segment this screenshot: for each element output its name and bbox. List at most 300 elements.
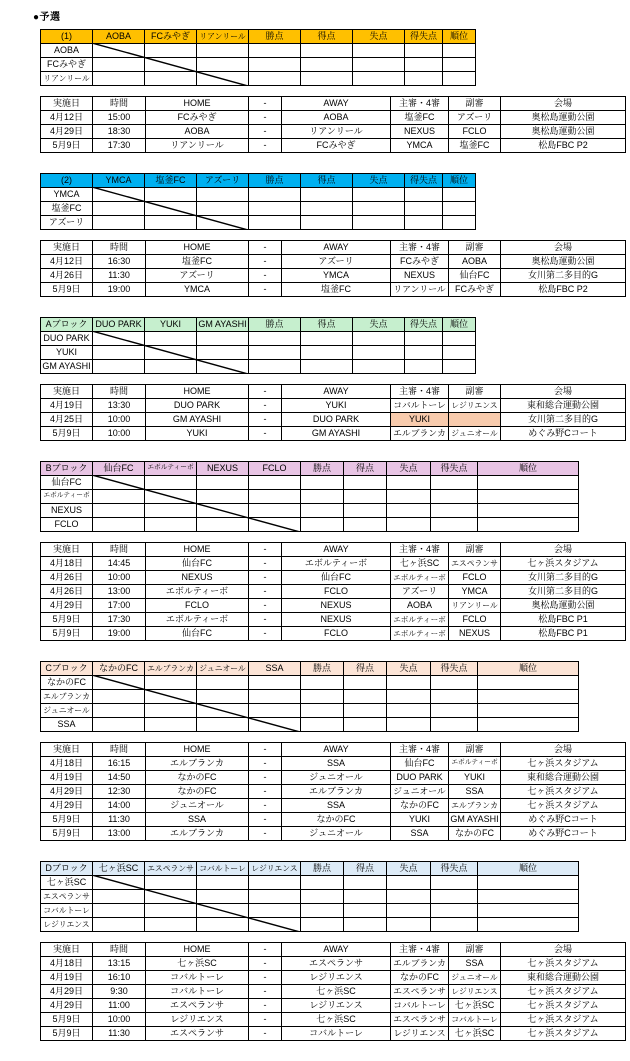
vs-dash-cell: -: [249, 757, 282, 771]
schedule-row: [41, 827, 626, 841]
team-name-cell: エルブランカ: [41, 690, 93, 704]
schedule-header-cell: 主審・4審: [391, 743, 449, 757]
referee-cell: なかのFC: [391, 799, 449, 813]
vs-dash-cell: -: [249, 427, 282, 441]
empty-score-cell: [301, 346, 353, 360]
empty-score-cell: [145, 360, 197, 374]
empty-score-cell: [478, 518, 579, 532]
away-team-cell: なかのFC: [282, 813, 391, 827]
referee-cell: レジリエンス: [391, 1027, 449, 1041]
empty-score-cell: [249, 188, 301, 202]
vs-dash-cell: -: [249, 283, 282, 297]
empty-score-cell: [431, 676, 478, 690]
team-name-cell: SSA: [41, 718, 93, 732]
assistant-referee-cell: YUKI: [449, 771, 501, 785]
empty-score-cell: [478, 704, 579, 718]
schedule-header-cell: HOME: [146, 241, 249, 255]
matrix-row: [41, 72, 476, 86]
empty-score-cell: [93, 704, 145, 718]
time-cell: 18:30: [93, 125, 146, 139]
home-team-cell: 仙台FC: [146, 557, 249, 571]
referee-cell: SSA: [391, 827, 449, 841]
time-cell: 13:30: [93, 399, 146, 413]
empty-score-cell: [431, 718, 478, 732]
empty-score-cell: [197, 518, 249, 532]
matrix-header-row: [41, 462, 579, 476]
matrix-row: [41, 332, 476, 346]
matrix-stat-header-cell: 得点: [344, 862, 387, 876]
empty-score-cell: [249, 718, 301, 732]
empty-score-cell: [301, 876, 344, 890]
home-team-cell: リアンリール: [146, 139, 249, 153]
empty-score-cell: [344, 704, 387, 718]
matrix-header-row: [41, 662, 579, 676]
vs-dash-cell: -: [249, 125, 282, 139]
home-team-cell: 七ヶ浜SC: [146, 957, 249, 971]
empty-score-cell: [93, 876, 145, 890]
empty-score-cell: [478, 690, 579, 704]
matrix-row: [41, 504, 579, 518]
empty-score-cell: [405, 216, 443, 230]
schedule-header-cell: 副審: [449, 943, 501, 957]
schedule-row: [41, 999, 626, 1013]
empty-score-cell: [405, 202, 443, 216]
empty-score-cell: [145, 718, 197, 732]
time-cell: 10:00: [93, 1013, 146, 1027]
empty-score-cell: [249, 58, 301, 72]
time-cell: 13:15: [93, 957, 146, 971]
venue-cell: 七ヶ浜スタジアム: [501, 1013, 626, 1027]
empty-score-cell: [405, 58, 443, 72]
empty-score-cell: [93, 904, 145, 918]
schedule-row: [41, 427, 626, 441]
schedule-header-cell: AWAY: [282, 97, 391, 111]
time-cell: 11:00: [93, 999, 146, 1013]
empty-score-cell: [93, 718, 145, 732]
matrix-stat-header-cell: 勝点: [249, 30, 301, 44]
referee-cell: エボルティーボ: [391, 613, 449, 627]
empty-score-cell: [249, 44, 301, 58]
team-name-cell: 仙台FC: [41, 476, 93, 490]
matrix-row: [41, 690, 579, 704]
empty-score-cell: [478, 718, 579, 732]
empty-score-cell: [353, 44, 405, 58]
empty-score-cell: [93, 490, 145, 504]
vs-dash-cell: -: [249, 785, 282, 799]
home-team-cell: FCLO: [146, 599, 249, 613]
schedule-table-1: [40, 96, 626, 153]
standings-matrix-B: [40, 461, 579, 532]
date-cell: 5月9日: [41, 427, 93, 441]
schedule-header-row: [41, 543, 626, 557]
empty-score-cell: [301, 718, 344, 732]
referee-cell: FCみやぎ: [391, 255, 449, 269]
schedule-header-cell: HOME: [146, 943, 249, 957]
schedule-header-cell: AWAY: [282, 543, 391, 557]
empty-score-cell: [344, 690, 387, 704]
schedule-header-cell: AWAY: [282, 743, 391, 757]
time-cell: 14:45: [93, 557, 146, 571]
schedule-row: [41, 571, 626, 585]
away-team-cell: コバルトーレ: [282, 1027, 391, 1041]
empty-score-cell: [478, 890, 579, 904]
away-team-cell: FCみやぎ: [282, 139, 391, 153]
empty-score-cell: [387, 876, 431, 890]
empty-score-cell: [353, 346, 405, 360]
matrix-stat-header-cell: 勝点: [301, 862, 344, 876]
matrix-stat-header-cell: 順位: [478, 462, 579, 476]
empty-score-cell: [249, 904, 301, 918]
schedule-header-cell: 実施日: [41, 743, 93, 757]
matrix-row: [41, 876, 579, 890]
schedule-row: [41, 255, 626, 269]
empty-score-cell: [249, 518, 301, 532]
assistant-referee-cell: GM AYASHI: [449, 813, 501, 827]
time-cell: 17:30: [93, 139, 146, 153]
empty-score-cell: [301, 360, 353, 374]
schedule-header-cell: AWAY: [282, 943, 391, 957]
team-name-cell: コバルトーレ: [41, 904, 93, 918]
matrix-row: [41, 346, 476, 360]
schedule-header-cell: 主審・4審: [391, 241, 449, 255]
referee-cell: YUKI: [391, 413, 449, 427]
schedule-row: [41, 599, 626, 613]
team-name-cell: エスペランサ: [41, 890, 93, 904]
referee-cell: エスペランサ: [391, 985, 449, 999]
home-team-cell: GM AYASHI: [146, 413, 249, 427]
matrix-team-header-cell: コバルトーレ: [197, 862, 249, 876]
schedule-header-cell: 時間: [93, 543, 146, 557]
referee-cell: 塩釜FC: [391, 111, 449, 125]
empty-score-cell: [93, 918, 145, 932]
time-cell: 16:10: [93, 971, 146, 985]
schedule-header-cell: 時間: [93, 385, 146, 399]
matrix-stat-header-cell: 順位: [478, 662, 579, 676]
matrix-stat-header-cell: 失点: [387, 662, 431, 676]
schedule-header-cell: 会場: [501, 97, 626, 111]
schedule-row: [41, 125, 626, 139]
empty-score-cell: [387, 518, 431, 532]
date-cell: 5月9日: [41, 283, 93, 297]
empty-score-cell: [387, 890, 431, 904]
vs-dash-cell: -: [249, 627, 282, 641]
venue-cell: 松島FBC P2: [501, 139, 626, 153]
date-cell: 4月25日: [41, 413, 93, 427]
matrix-row: [41, 360, 476, 374]
matrix-team-header-cell: FCみやぎ: [145, 30, 197, 44]
schedule-header-cell: 会場: [501, 543, 626, 557]
empty-score-cell: [249, 72, 301, 86]
away-team-cell: 塩釜FC: [282, 283, 391, 297]
empty-score-cell: [249, 332, 301, 346]
schedule-row: [41, 971, 626, 985]
home-team-cell: アズーリ: [146, 269, 249, 283]
matrix-header-row: [41, 862, 579, 876]
assistant-referee-cell: レジリエンス: [449, 985, 501, 999]
assistant-referee-cell: エスペランサ: [449, 557, 501, 571]
empty-score-cell: [145, 904, 197, 918]
matrix-stat-header-cell: 勝点: [249, 318, 301, 332]
empty-score-cell: [353, 216, 405, 230]
venue-cell: 奥松島運動公園: [501, 255, 626, 269]
schedule-row: [41, 757, 626, 771]
schedule-row: [41, 1027, 626, 1041]
empty-score-cell: [431, 518, 478, 532]
empty-score-cell: [197, 876, 249, 890]
empty-score-cell: [145, 346, 197, 360]
matrix-row: [41, 718, 579, 732]
empty-score-cell: [197, 676, 249, 690]
empty-score-cell: [353, 360, 405, 374]
empty-score-cell: [443, 72, 476, 86]
empty-score-cell: [301, 704, 344, 718]
schedule-header-cell: 実施日: [41, 385, 93, 399]
schedule-table-C: [40, 742, 626, 841]
schedule-table-2: [40, 240, 626, 297]
matrix-team-header-cell: レジリエンス: [249, 862, 301, 876]
venue-cell: 七ヶ浜スタジアム: [501, 785, 626, 799]
time-cell: 12:30: [93, 785, 146, 799]
empty-score-cell: [197, 44, 249, 58]
schedule-header-cell: 時間: [93, 943, 146, 957]
matrix-row: [41, 188, 476, 202]
matrix-header-row: [41, 174, 476, 188]
matrix-stat-header-cell: 得点: [301, 174, 353, 188]
matrix-stat-header-cell: 順位: [443, 174, 476, 188]
empty-score-cell: [387, 676, 431, 690]
matrix-team-header-cell: なかのFC: [93, 662, 145, 676]
home-team-cell: 仙台FC: [146, 627, 249, 641]
assistant-referee-cell: コバルトーレ: [449, 1013, 501, 1027]
matrix-team-header-cell: SSA: [249, 662, 301, 676]
venue-cell: 七ヶ浜スタジアム: [501, 957, 626, 971]
empty-score-cell: [249, 676, 301, 690]
schedule-row: [41, 613, 626, 627]
empty-score-cell: [405, 188, 443, 202]
date-cell: 4月19日: [41, 971, 93, 985]
empty-score-cell: [344, 904, 387, 918]
schedule-header-cell: 副審: [449, 241, 501, 255]
schedule-row: [41, 269, 626, 283]
assistant-referee-cell: NEXUS: [449, 627, 501, 641]
team-name-cell: NEXUS: [41, 504, 93, 518]
empty-score-cell: [93, 890, 145, 904]
matrix-stat-header-cell: 得点: [344, 662, 387, 676]
standings-matrix-wrap-C: [40, 661, 630, 732]
schedule-header-cell: 会場: [501, 241, 626, 255]
schedule-row: [41, 557, 626, 571]
venue-cell: 松島FBC P1: [501, 627, 626, 641]
referee-cell: エルブランカ: [391, 427, 449, 441]
empty-score-cell: [249, 918, 301, 932]
empty-score-cell: [93, 202, 145, 216]
away-team-cell: エボルティーボ: [282, 557, 391, 571]
away-team-cell: YUKI: [282, 399, 391, 413]
empty-score-cell: [145, 476, 197, 490]
matrix-team-header-cell: エスペランサ: [145, 862, 197, 876]
schedule-header-cell: -: [249, 97, 282, 111]
matrix-stat-header-cell: 失点: [387, 862, 431, 876]
team-name-cell: AOBA: [41, 44, 93, 58]
matrix-team-header-cell: エルブランカ: [145, 662, 197, 676]
time-cell: 13:00: [93, 585, 146, 599]
empty-score-cell: [93, 346, 145, 360]
schedule-row: [41, 813, 626, 827]
empty-score-cell: [443, 216, 476, 230]
vs-dash-cell: -: [249, 1013, 282, 1027]
away-team-cell: レジリエンス: [282, 971, 391, 985]
empty-score-cell: [344, 490, 387, 504]
date-cell: 4月18日: [41, 757, 93, 771]
referee-cell: コバルトーレ: [391, 399, 449, 413]
home-team-cell: エボルティーボ: [146, 585, 249, 599]
matrix-team-header-cell: NEXUS: [197, 462, 249, 476]
empty-score-cell: [197, 476, 249, 490]
empty-score-cell: [478, 476, 579, 490]
empty-score-cell: [145, 44, 197, 58]
block-label-cell: (1): [41, 30, 93, 44]
away-team-cell: FCLO: [282, 627, 391, 641]
matrix-header-row: [41, 30, 476, 44]
empty-score-cell: [344, 876, 387, 890]
schedule-table-D: [40, 942, 626, 1041]
home-team-cell: SSA: [146, 813, 249, 827]
venue-cell: 女川第二多目的G: [501, 269, 626, 283]
referee-cell: NEXUS: [391, 269, 449, 283]
empty-score-cell: [301, 690, 344, 704]
schedule-row: [41, 283, 626, 297]
schedule-row: [41, 399, 626, 413]
vs-dash-cell: -: [249, 599, 282, 613]
time-cell: 11:30: [93, 1027, 146, 1041]
referee-cell: YMCA: [391, 139, 449, 153]
time-cell: 16:15: [93, 757, 146, 771]
venue-cell: 奥松島運動公園: [501, 125, 626, 139]
schedule-header-cell: 主審・4審: [391, 943, 449, 957]
venue-cell: めぐみ野Cコート: [501, 827, 626, 841]
schedule-header-cell: 実施日: [41, 241, 93, 255]
empty-score-cell: [93, 72, 145, 86]
schedule-header-cell: HOME: [146, 385, 249, 399]
schedule-row: [41, 139, 626, 153]
standings-matrix-C: [40, 661, 579, 732]
time-cell: 16:30: [93, 255, 146, 269]
empty-score-cell: [249, 890, 301, 904]
assistant-referee-cell: [449, 413, 501, 427]
venue-cell: 七ヶ浜スタジアム: [501, 1027, 626, 1041]
date-cell: 4月29日: [41, 785, 93, 799]
schedule-header-cell: HOME: [146, 743, 249, 757]
date-cell: 4月18日: [41, 957, 93, 971]
empty-score-cell: [145, 876, 197, 890]
empty-score-cell: [443, 58, 476, 72]
date-cell: 5月9日: [41, 627, 93, 641]
empty-score-cell: [145, 202, 197, 216]
empty-score-cell: [93, 476, 145, 490]
assistant-referee-cell: ジュニオール: [449, 427, 501, 441]
venue-cell: 七ヶ浜スタジアム: [501, 985, 626, 999]
venue-cell: 東和総合運動公園: [501, 771, 626, 785]
empty-score-cell: [478, 490, 579, 504]
empty-score-cell: [93, 58, 145, 72]
schedule-row: [41, 413, 626, 427]
date-cell: 5月9日: [41, 1013, 93, 1027]
away-team-cell: 七ヶ浜SC: [282, 1013, 391, 1027]
empty-score-cell: [197, 332, 249, 346]
assistant-referee-cell: アズーリ: [449, 111, 501, 125]
team-name-cell: DUO PARK: [41, 332, 93, 346]
empty-score-cell: [301, 504, 344, 518]
vs-dash-cell: -: [249, 985, 282, 999]
empty-score-cell: [197, 918, 249, 932]
matrix-stat-header-cell: 失点: [387, 462, 431, 476]
referee-cell: NEXUS: [391, 125, 449, 139]
home-team-cell: エボルティーボ: [146, 613, 249, 627]
schedule-header-cell: -: [249, 241, 282, 255]
assistant-referee-cell: SSA: [449, 785, 501, 799]
empty-score-cell: [443, 360, 476, 374]
matrix-team-header-cell: YUKI: [145, 318, 197, 332]
vs-dash-cell: -: [249, 413, 282, 427]
empty-score-cell: [249, 690, 301, 704]
team-name-cell: なかのFC: [41, 676, 93, 690]
schedule-header-cell: HOME: [146, 543, 249, 557]
schedule-row: [41, 627, 626, 641]
schedule-row: [41, 985, 626, 999]
empty-score-cell: [301, 490, 344, 504]
away-team-cell: 七ヶ浜SC: [282, 985, 391, 999]
vs-dash-cell: -: [249, 1027, 282, 1041]
empty-score-cell: [145, 890, 197, 904]
empty-score-cell: [93, 188, 145, 202]
matrix-row: [41, 890, 579, 904]
schedule-row: [41, 957, 626, 971]
assistant-referee-cell: FCみやぎ: [449, 283, 501, 297]
venue-cell: 七ヶ浜スタジアム: [501, 999, 626, 1013]
venue-cell: 女川第二多目的G: [501, 585, 626, 599]
date-cell: 4月29日: [41, 125, 93, 139]
empty-score-cell: [301, 332, 353, 346]
empty-score-cell: [431, 876, 478, 890]
matrix-row: [41, 918, 579, 932]
empty-score-cell: [301, 72, 353, 86]
matrix-stat-header-cell: 勝点: [249, 174, 301, 188]
time-cell: 14:00: [93, 799, 146, 813]
empty-score-cell: [93, 676, 145, 690]
venue-cell: 東和総合運動公園: [501, 399, 626, 413]
empty-score-cell: [197, 890, 249, 904]
date-cell: 4月26日: [41, 585, 93, 599]
empty-score-cell: [249, 216, 301, 230]
away-team-cell: AOBA: [282, 111, 391, 125]
team-name-cell: GM AYASHI: [41, 360, 93, 374]
matrix-row: [41, 490, 579, 504]
matrix-stat-header-cell: 得失点: [405, 30, 443, 44]
time-cell: 19:00: [93, 627, 146, 641]
away-team-cell: 仙台FC: [282, 571, 391, 585]
empty-score-cell: [387, 476, 431, 490]
team-name-cell: 塩釜FC: [41, 202, 93, 216]
schedule-row: [41, 785, 626, 799]
away-team-cell: SSA: [282, 799, 391, 813]
date-cell: 4月29日: [41, 999, 93, 1013]
empty-score-cell: [387, 490, 431, 504]
vs-dash-cell: -: [249, 255, 282, 269]
away-team-cell: アズーリ: [282, 255, 391, 269]
schedule-header-row: [41, 943, 626, 957]
away-team-cell: レジリエンス: [282, 999, 391, 1013]
matrix-stat-header-cell: 勝点: [301, 662, 344, 676]
